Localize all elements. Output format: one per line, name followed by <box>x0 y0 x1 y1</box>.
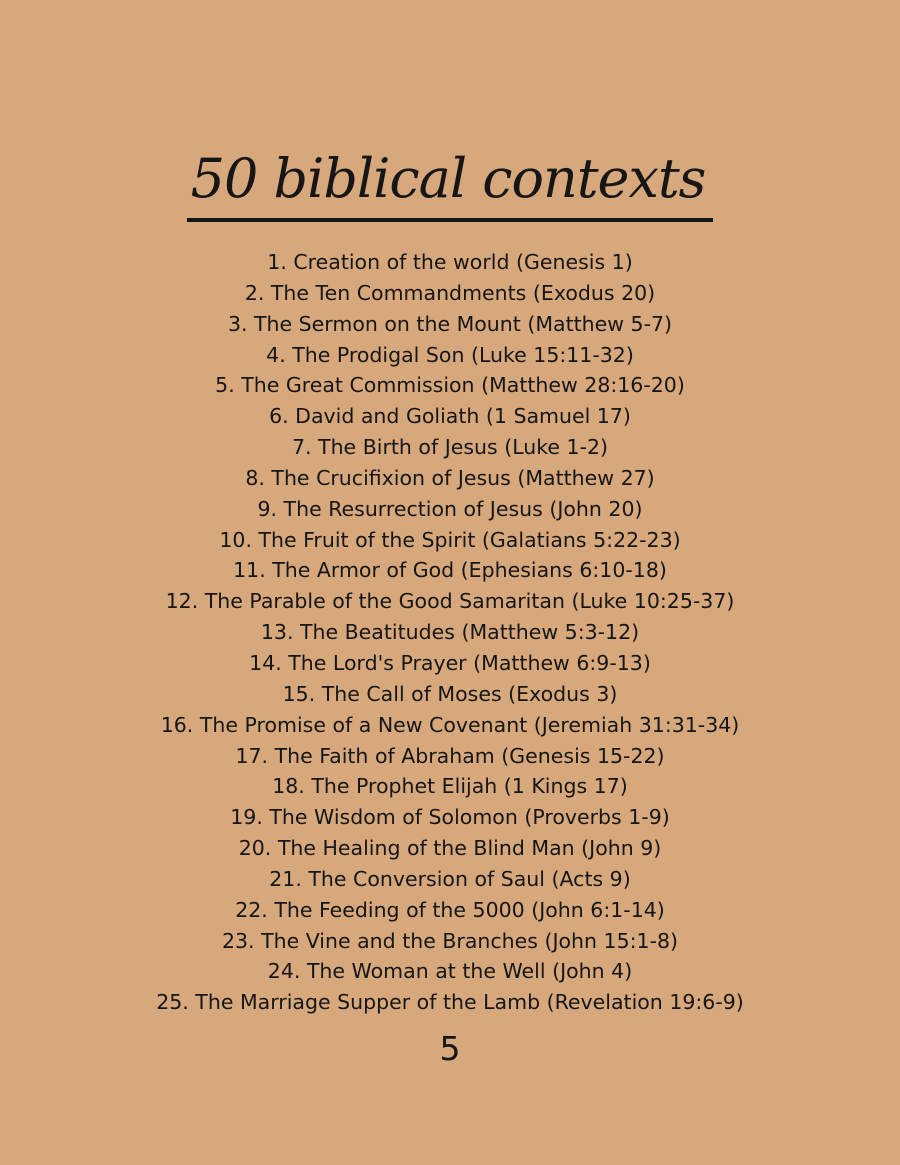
page-number: 5 <box>439 1029 461 1068</box>
list-item: 4. The Prodigal Son (Luke 15:11-32) <box>266 342 634 367</box>
list-item: 6. David and Goliath (1 Samuel 17) <box>269 404 631 429</box>
list-item: 15. The Call of Moses (Exodus 3) <box>282 681 618 706</box>
list-item: 3. The Sermon on the Mount (Matthew 5-7) <box>227 311 673 336</box>
list-item: 19. The Wisdom of Solomon (Proverbs 1-9) <box>230 805 670 830</box>
list-item: 20. The Healing of the Blind Man (John 9) <box>238 836 662 861</box>
list-item: 12. The Parable of the Good Samaritan (Luke 10:25-37) <box>165 589 735 614</box>
page-title: 50 biblical contexts <box>187 140 714 222</box>
list-item: 11. The Armor of God (Ephesians 6:10-18) <box>233 558 667 583</box>
list-item: 21. The Conversion of Saul (Acts 9) <box>269 866 631 891</box>
list-item: 8. The Crucifixion of Jesus (Matthew 27) <box>245 465 655 490</box>
list-item: 25. The Marriage Supper of the Lamb (Revelation 19:6-9) <box>156 990 744 1015</box>
list-item: 16. The Promise of a New Covenant (Jeremiah 31:31-34) <box>160 712 740 737</box>
list-item: 17. The Faith of Abraham (Genesis 15-22) <box>235 743 665 768</box>
list-item: 2. The Ten Commandments (Exodus 20) <box>244 280 656 305</box>
list-item: 24. The Woman at the Well (John 4) <box>267 959 633 984</box>
page-title-container <box>0 140 900 222</box>
list-item: 14. The Lord's Prayer (Matthew 6:9-13) <box>249 650 651 675</box>
list-item: 18. The Prophet Elijah (1 Kings 17) <box>272 774 628 799</box>
list-item: 13. The Beatitudes (Matthew 5:3-12) <box>260 620 640 645</box>
list-item: 1. Creation of the world (Genesis 1) <box>267 250 633 274</box>
list-item: 10. The Fruit of the Spirit (Galatians 5:22-23) <box>219 527 681 552</box>
list-item: 5. The Great Commission (Matthew 28:16-20) <box>215 373 685 398</box>
list-item: 7. The Birth of Jesus (Luke 1-2) <box>291 435 609 460</box>
list-item: 23. The Vine and the Branches (John 15:1-8) <box>221 928 679 953</box>
list-item: 9. The Resurrection of Jesus (John 20) <box>257 496 643 521</box>
contexts-list <box>0 247 900 1018</box>
list-item: 22. The Feeding of the 5000 (John 6:1-14) <box>235 897 665 922</box>
